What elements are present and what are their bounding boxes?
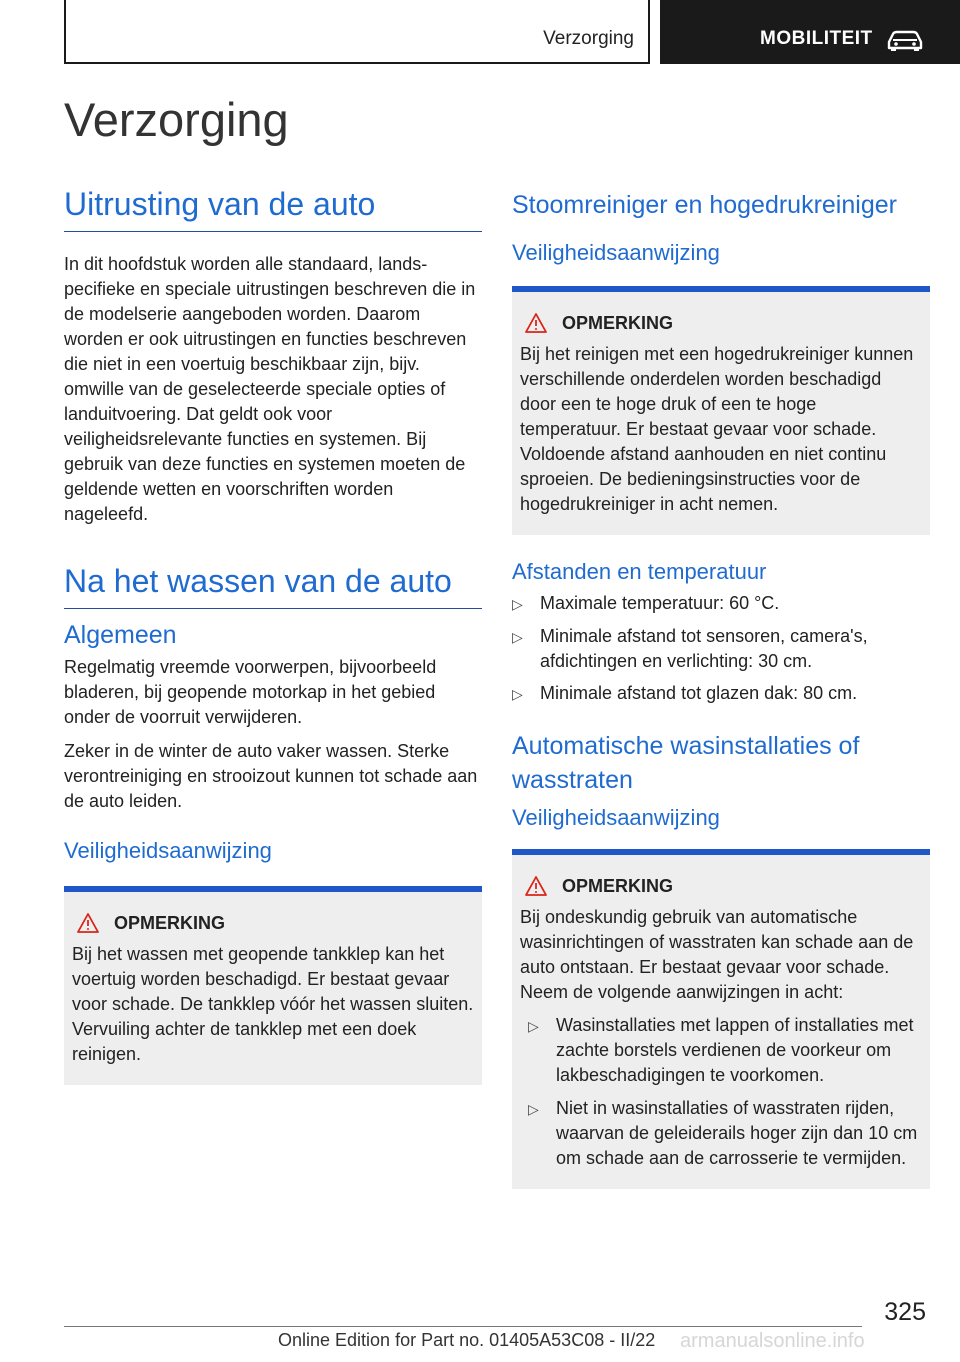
- right-column: [512, 186, 930, 1189]
- distance-list: [512, 591, 930, 707]
- heading-steam-cleaner: Stoomreiniger en hogedrukreiniger: [512, 191, 897, 219]
- page-number: 325: [884, 1298, 926, 1326]
- header-chapter-title: Verzorging: [543, 28, 634, 49]
- list-item: ▷ Minimale afstand tot glazen dak: 80 cm.: [512, 681, 930, 707]
- footer-edition: Online Edition for Part no. 01405A53C08 - II/22: [278, 1330, 656, 1350]
- bullet-triangle-icon: ▷: [528, 1018, 539, 1034]
- notice-header-1: [524, 312, 922, 334]
- equipment-text: In dit hoofdstuk worden alle standaard, landspecifieke en speciale uitrustingen beschreven die in de modelserie aangeboden worden. Daarom worden er ook uitrustingen en functies beschreven die niet in een voertuig beschikbaar zijn, bijv. omwille van de geselecteerde speciale opties of landuitvoering. Dat geldt ook voor veiligheidsrelevante functies en systemen. Bij gebruik van deze functies en systemen moeten de geldende wetten en voorschriften worden nageleefd.: [64, 254, 476, 524]
- notice-text: Bij het wassen met geopende tankklep kan het voertuig worden beschadigd. Er bestaat gevaar voor schade. De tankklep vóór het wassen sluiten. Vervuiling achter de tankklep met een doek reinigen.: [72, 944, 474, 1064]
- heading-equipment: Uitrusting van de auto: [64, 186, 482, 232]
- header-section-box: [660, 0, 960, 64]
- heading-safety-2: Veiligheidsaanwijzing: [512, 805, 720, 830]
- notice-title-1: OPMERKING: [562, 312, 674, 333]
- bullet-triangle-icon: ▷: [512, 629, 523, 645]
- heading-safety: Veiligheidsaanwijzing: [64, 838, 272, 863]
- list-item: ▷ Minimale afstand tot sensoren, camera's, afdichtingen en verlichting: 30 cm.: [512, 624, 930, 674]
- footer-watermark: armanualsonline.info: [680, 1330, 865, 1352]
- warning-triangle-icon: [76, 912, 100, 934]
- warning-triangle-icon: [524, 312, 548, 334]
- header-section-title: MOBILITEIT: [760, 28, 873, 49]
- notice-box: [64, 886, 482, 1085]
- notice-title-2: OPMERKING: [562, 875, 674, 896]
- warning-triangle-icon: [524, 875, 548, 897]
- list-item: ▷ Niet in wasinstallaties of wasstraten rijden, waarvan de geleiderails hoger zijn dan 10 cm om schade aan de carrosserie te vermijden.: [528, 1096, 922, 1171]
- notice-box-1: [512, 286, 930, 535]
- notice-text-2: Bij ondeskundig gebruik van automatische wasinrichtingen of wasstraten kan schade aan de auto ontstaan. Er bestaat gevaar voor schade. Neem de volgende aanwijzingen in acht:: [520, 907, 914, 1002]
- notice-text-1: Bij het reinigen met een hogedrukreiniger kunnen verschillende onderdelen worden beschadigd door een te hoge druk of een te hoge temperatuur. Er bestaat gevaar voor schade. Voldoende afstand aanhouden en niet continu sproeien. De bedieningsinstructies voor de hogedrukreiniger in acht nemen.: [520, 344, 914, 514]
- page-title: Verzorging: [64, 93, 289, 146]
- notice-title: OPMERKING: [114, 912, 226, 933]
- notice-header-2: [524, 875, 922, 897]
- heading-safety-1: Veiligheidsaanwijzing: [512, 240, 720, 265]
- bullet-triangle-icon: ▷: [512, 686, 523, 702]
- general-paragraph-2: Zeker in de winter de auto vaker wassen. Sterke verontreiniging en strooizout kunnen tot schade aan de auto leiden.: [64, 741, 478, 811]
- bullet-triangle-icon: ▷: [528, 1101, 539, 1117]
- general-paragraph-1: Regelmatig vreemde voorwerpen, bijvoorbeeld bladeren, bij geopende motorkap in het gebied onder de voorruit verwijderen.: [64, 657, 437, 727]
- bullet-triangle-icon: ▷: [512, 596, 523, 612]
- car-icon: [886, 28, 924, 52]
- heading-distances: Afstanden en temperatuur: [512, 559, 767, 584]
- notice-2-list: [520, 1013, 922, 1171]
- header-chapter-box: [64, 0, 650, 64]
- left-column: [64, 186, 482, 1085]
- list-item: ▷ Maximale temperatuur: 60 °C.: [512, 591, 930, 617]
- heading-general: Algemeen: [64, 621, 177, 649]
- footer-divider: [64, 1326, 862, 1327]
- heading-after-wash: Na het wassen van de auto: [64, 563, 482, 609]
- notice-header: [76, 912, 474, 934]
- list-item: ▷ Wasinstallaties met lappen of installaties met zachte borstels verdienen de voorkeur om lakbeschadigingen te voorkomen.: [528, 1013, 922, 1088]
- heading-automatic-wash: Automatische wasinstallaties of wasstraten: [512, 732, 860, 794]
- notice-box-2: [512, 849, 930, 1189]
